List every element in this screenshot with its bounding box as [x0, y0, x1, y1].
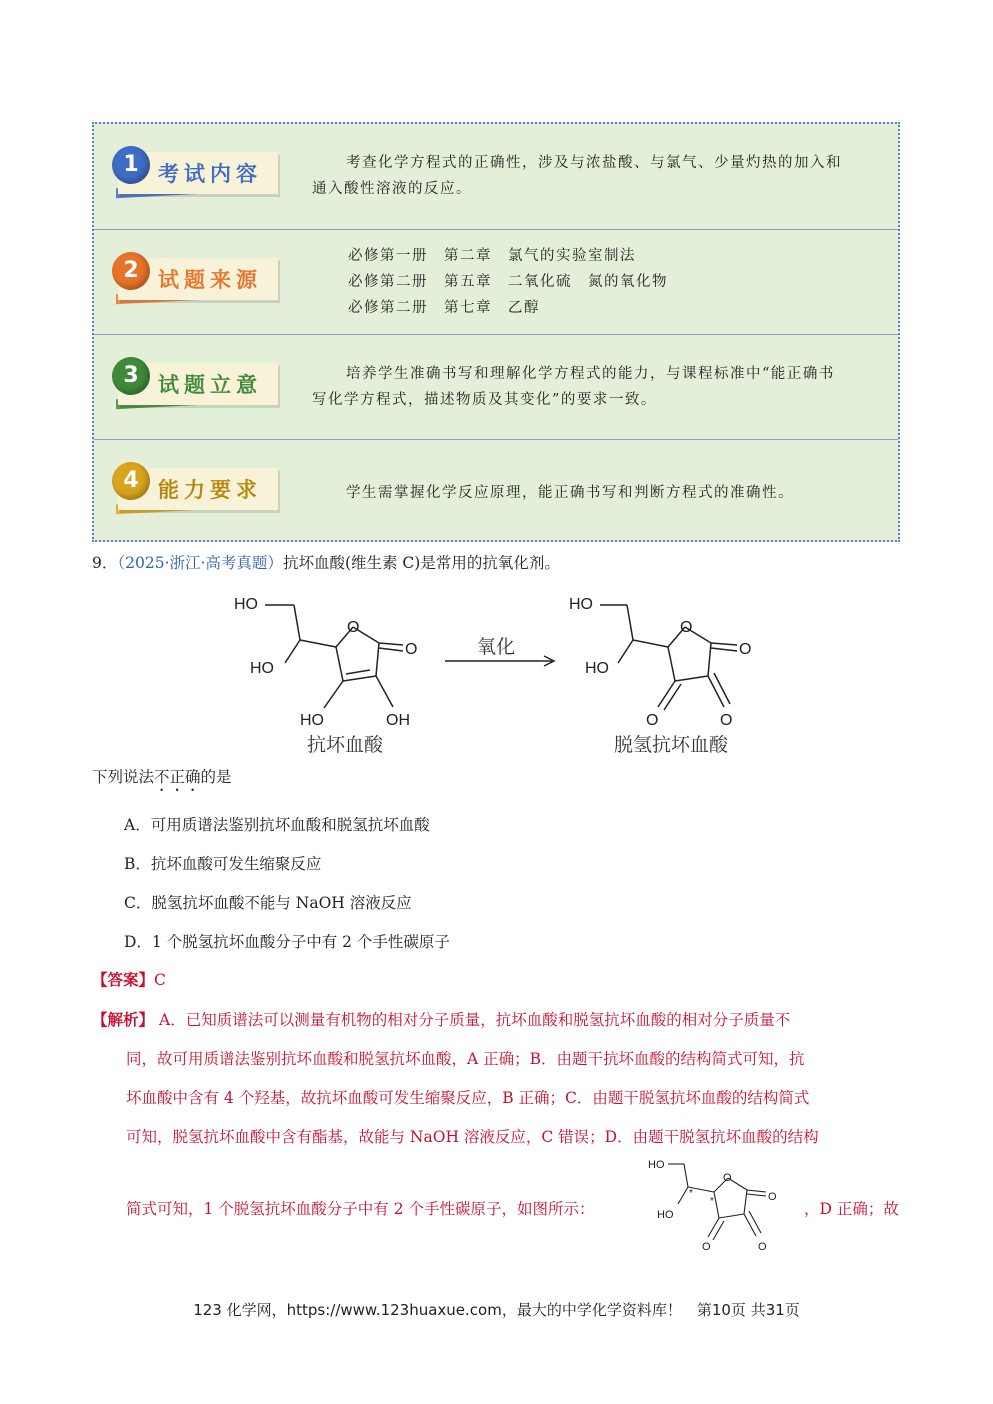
- emphasis-not-correct: 不正确: [154, 768, 201, 786]
- page-footer: 123 化学网，https://www.123huaxue.com，最大的中学化学资料库！ 第10页 共31页: [193, 1301, 800, 1319]
- atom-label: OH: [386, 712, 410, 729]
- analysis-line: A．已知质谱法可以测量有机物的相对分子质量，抗坏血酸和脱氢抗坏血酸的相对分子质量不: [159, 1011, 791, 1029]
- badge-number: 4: [112, 462, 150, 500]
- atom-label: O: [347, 619, 360, 636]
- atom-label: HO: [569, 596, 593, 613]
- badge-number: 3: [112, 357, 150, 395]
- answer-value: C: [154, 971, 166, 989]
- option-c: C．脱氢抗坏血酸不能与 NaOH 溶液反应: [124, 894, 412, 912]
- info-row-4: [94, 439, 898, 545]
- chiral-marker: *: [710, 1196, 714, 1207]
- analysis-tail: ，D 正确；故: [804, 1200, 899, 1218]
- chiral-marker: *: [689, 1188, 693, 1199]
- badge-2: [112, 252, 282, 314]
- atom-label: HO: [234, 596, 258, 613]
- atom-label: HO: [585, 660, 609, 677]
- question-text: 抗坏血酸(维生素 C)是常用的抗氧化剂。: [282, 554, 560, 572]
- analysis-line: 简式可知，1 个脱氢抗坏血酸分子中有 2 个手性碳原子，如图所示：: [126, 1200, 595, 1218]
- atom-label: O: [720, 712, 733, 729]
- badge-title: 能力要求: [158, 477, 262, 502]
- badge-4: [112, 462, 282, 524]
- atom-label: HO: [657, 1209, 674, 1221]
- reaction-scheme: [0, 585, 993, 765]
- analysis-label: 【解析】: [92, 1010, 155, 1029]
- info-row-text: 学生需掌握化学反应原理，能正确书写和判断方程式的准确性。: [346, 485, 794, 501]
- analysis-line: 同，故可用质谱法鉴别抗坏血酸和脱氢抗坏血酸，A 正确；B．由题干抗坏血酸的结构简式可知，抗: [126, 1050, 805, 1068]
- question-stem: [92, 553, 560, 573]
- atom-label: O: [702, 1241, 711, 1253]
- info-row-2: [94, 229, 898, 335]
- atom-label: O: [405, 641, 418, 658]
- badge-1: [112, 146, 282, 208]
- atom-label: O: [739, 641, 752, 658]
- badge-title: 试题来源: [158, 267, 262, 292]
- option-b: B．抗坏血酸可发生缩聚反应: [124, 855, 322, 873]
- badge-title: 考试内容: [158, 161, 262, 186]
- exam-info-box: [92, 122, 900, 542]
- question-number: 9．: [92, 554, 118, 572]
- question-source: （2025·浙江·高考真题）: [117, 554, 283, 572]
- atom-label: O: [768, 1191, 777, 1203]
- atom-label: O: [758, 1241, 767, 1253]
- atom-label: O: [723, 1172, 732, 1184]
- option-a: A．可用质谱法鉴别抗坏血酸和脱氢抗坏血酸: [124, 816, 430, 834]
- atom-label: O: [680, 619, 693, 636]
- badge-number: 2: [112, 252, 150, 290]
- question-prompt: 下列说法不正确的是: [92, 768, 232, 786]
- info-row-text: 考查化学方程式的正确性，涉及与浓盐酸、与氯气、少量灼热的加入和 通入酸性溶液的反应。: [312, 155, 842, 197]
- atom-label: HO: [300, 712, 324, 729]
- answer: [92, 970, 166, 990]
- info-row-text: 培养学生准确书写和理解化学方程式的能力，与课程标准中“能正确书 写化学方程式，描述物质及其变化”的要求一致。: [312, 366, 835, 408]
- analysis-line: 坏血酸中含有 4 个羟基，故抗坏血酸可发生缩聚反应，B 正确；C．由题干脱氢抗坏血酸的结构简式: [126, 1089, 810, 1107]
- reaction-condition: 氧化: [477, 637, 516, 658]
- atom-label: HO: [250, 660, 274, 677]
- chiral-structure: [640, 1150, 800, 1260]
- info-row-text: 必修第一册 第二章 氯气的实验室制法 必修第二册 第五章 二氧化硫 氮的氧化物 必修第二册 第七章 乙醇: [348, 248, 668, 316]
- compound-name-right: 脱氢抗坏血酸: [614, 735, 729, 756]
- analysis-line: 可知，脱氢抗坏血酸中含有酯基，故能与 NaOH 溶液反应，C 错误；D．由题干脱氢抗坏血酸的结构: [126, 1128, 819, 1146]
- badge-title: 试题立意: [158, 372, 262, 397]
- info-row-1: [94, 124, 898, 229]
- info-row-3: [94, 334, 898, 440]
- compound-name-left: 抗坏血酸: [307, 735, 384, 756]
- atom-label: O: [646, 712, 659, 729]
- badge-number: 1: [112, 146, 150, 184]
- badge-3: [112, 357, 282, 419]
- answer-label: 【答案】: [92, 970, 155, 989]
- atom-label: HO: [648, 1159, 665, 1171]
- option-d: D．1 个脱氢抗坏血酸分子中有 2 个手性碳原子: [124, 933, 450, 951]
